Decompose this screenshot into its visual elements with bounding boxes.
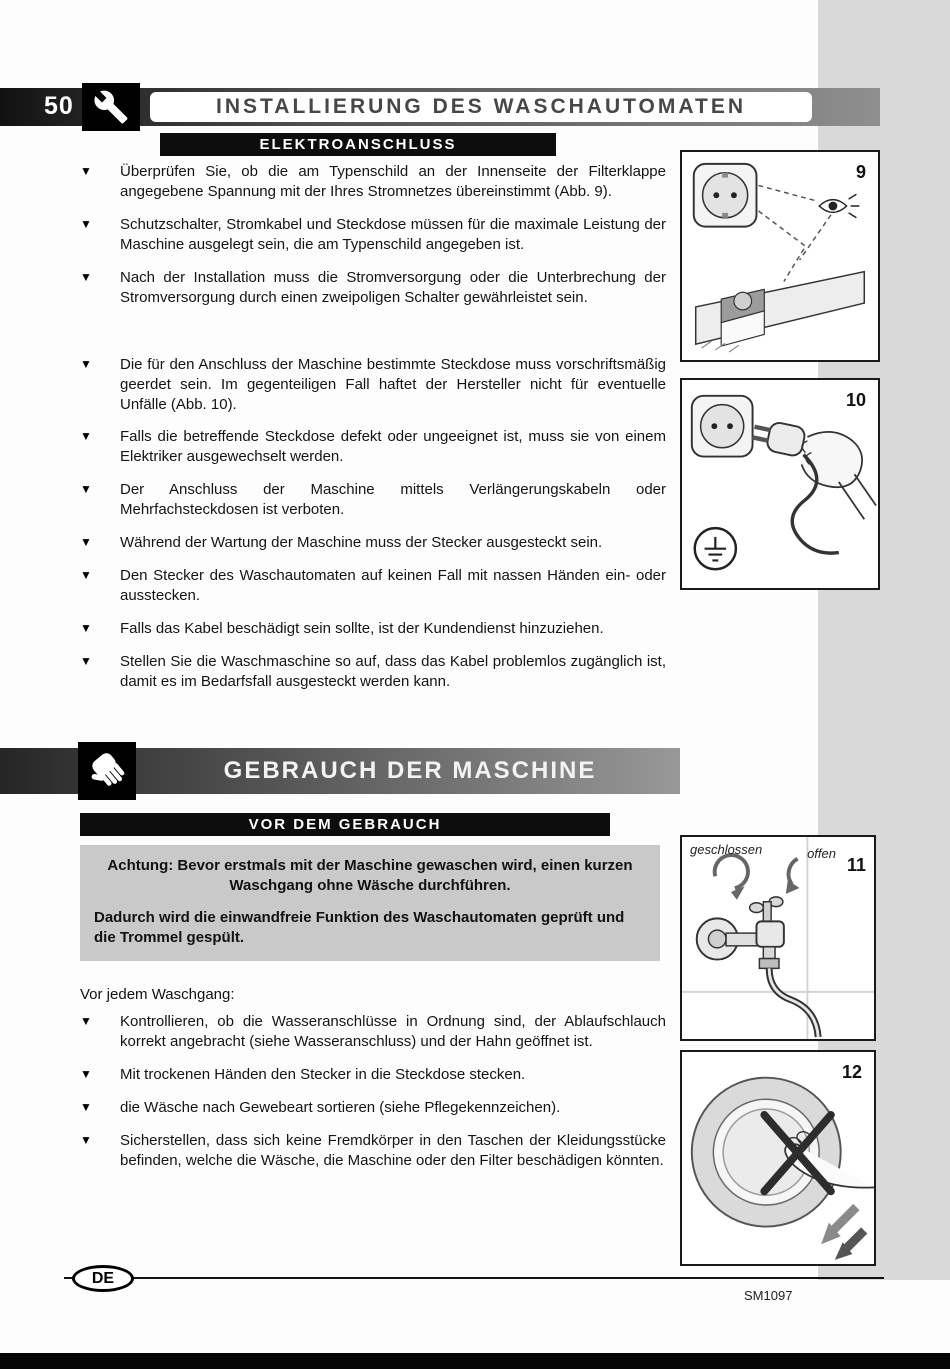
attention-text-1: Achtung: Bevor erstmals mit der Maschine gewaschen wird, einen kurzen Waschgang ohne Wäsche durchführen. — [107, 857, 633, 895]
filter-flap-drawing — [696, 272, 865, 352]
figure-12 — [680, 1050, 876, 1266]
bullet-triangle-icon: ▼ — [80, 535, 92, 550]
bullet-triangle-icon: ▼ — [80, 653, 92, 668]
figure10-illustration — [682, 380, 878, 588]
tap-open-label: offen — [807, 846, 836, 861]
section2-intro: Vor jedem Waschgang: — [80, 986, 235, 1003]
instruction-text: Überprüfen Sie, ob die am Typenschild an der Innenseite der Filterklappe angegebene Spannung mit der Ihres Stromnetzes übereinstimmt (Abb. 9). — [120, 163, 666, 200]
section1-bullet-list — [80, 162, 666, 705]
section1-subtitle-bar: ELEKTROANSCHLUSS — [160, 133, 556, 156]
section2-bullet-list — [80, 1012, 666, 1184]
bullet-triangle-icon: ▼ — [80, 164, 92, 178]
section2-header-band — [0, 748, 680, 794]
instruction-item — [80, 652, 666, 692]
drum-drawing — [692, 1078, 841, 1227]
instruction-text: Kontrollieren, ob die Wasseranschlüsse in Ordnung sind, der Ablaufschlauch korrekt angebracht (siehe Wasseranschluss) und der Hahn geöffnet ist. — [120, 1013, 666, 1050]
instruction-text: Falls das Kabel beschädigt sein sollte, ist der Kundendienst hinzuziehen. — [120, 620, 604, 637]
instruction-item — [80, 1065, 666, 1085]
figure11-illustration — [682, 837, 874, 1039]
bullet-triangle-icon: ▼ — [80, 621, 92, 635]
instruction-item — [80, 162, 666, 202]
figure-number: 12 — [841, 1062, 862, 1082]
instruction-text: Während der Wartung der Maschine muss der Stecker ausgesteckt sein. — [120, 534, 603, 552]
instruction-text: Schutzschalter, Stromkabel und Steckdose müssen für die maximale Leistung der Maschine ausgelegt sein, die am Typenschild angegeben ist. — [120, 215, 666, 253]
wrench-icon — [82, 83, 140, 131]
page-number: 50 — [44, 92, 74, 120]
instruction-text: Die für den Anschluss der Maschine bestimmte Steckdose muss vorschriftsmäßig geerdet sein. Im gegenteiligen Fall haftet der Hersteller nicht für eventuelle Unfälle (Abb. 10). — [120, 355, 666, 413]
plug-drawing — [750, 418, 806, 457]
hand-drawing — [802, 432, 876, 519]
figure12-illustration — [682, 1052, 874, 1264]
instruction-text: Sicherstellen, dass sich keine Fremdkörper in den Taschen der Kleidungsstücke befinden, welche die Wäsche, die Maschine oder den Filter beschädigen könnten. — [120, 1131, 666, 1169]
section1-header-band — [0, 88, 880, 126]
bullet-triangle-icon: ▼ — [80, 1099, 92, 1114]
instruction-text: Nach der Installation muss die Stromversorgung oder die Unterbrechung der Stromversorgung durch einen zweipoligen Schalter gewährleistet sein. — [120, 268, 666, 306]
instruction-text: die Wäsche nach Gewebeart sortieren (siehe Pflegekennzeichen). — [120, 1098, 561, 1116]
instruction-item — [80, 619, 666, 639]
instruction-item — [80, 268, 666, 308]
instruction-text: Falls die betreffende Steckdose defekt oder ungeeignet ist, muss sie von einem Elektriker ausgewechselt werden. — [120, 428, 666, 466]
instruction-item — [80, 1131, 666, 1171]
instruction-item — [80, 355, 666, 415]
bullet-triangle-icon: ▼ — [80, 568, 92, 583]
outlet-drawing — [692, 396, 753, 457]
document-code: SM1097 — [744, 1288, 793, 1303]
hose-drawing — [769, 968, 818, 1037]
figure-number: 10 — [845, 390, 866, 410]
bullet-triangle-icon: ▼ — [80, 356, 92, 371]
outlet-drawing — [694, 164, 757, 227]
bullet-triangle-icon: ▼ — [80, 216, 92, 231]
instruction-item — [80, 1012, 666, 1052]
instruction-item — [80, 533, 666, 553]
language-badge: DE — [72, 1265, 134, 1292]
instruction-item — [80, 480, 666, 520]
direction-arrows — [821, 1207, 864, 1260]
figure-10 — [680, 378, 880, 590]
instruction-text: Den Stecker des Waschautomaten auf keinen Fall mit nassen Händen ein- oder ausstecken. — [120, 567, 666, 605]
bullet-triangle-icon: ▼ — [80, 482, 92, 497]
instruction-item — [80, 566, 666, 606]
hand-icon — [78, 742, 136, 800]
section2-subtitle-bar: VOR DEM GEBRAUCH — [80, 813, 610, 836]
bullet-triangle-icon: ▼ — [80, 1132, 92, 1147]
bullet-triangle-icon: ▼ — [80, 429, 92, 444]
water-tap-drawing — [697, 897, 784, 969]
tap-closed-label: geschlossen — [690, 842, 763, 857]
attention-box — [80, 845, 660, 961]
eye-icon — [819, 194, 859, 218]
ground-icon — [695, 528, 736, 569]
bullet-triangle-icon: ▼ — [80, 1014, 92, 1028]
bullet-triangle-icon: ▼ — [80, 1066, 92, 1081]
rotation-arrows — [715, 855, 800, 900]
instruction-item — [80, 427, 666, 467]
instruction-item — [80, 215, 666, 255]
figure-number: 9 — [855, 162, 866, 182]
bullet-triangle-icon: ▼ — [80, 269, 92, 284]
instruction-text: Mit trockenen Händen den Stecker in die Steckdose stecken. — [120, 1065, 526, 1083]
figure-9 — [680, 150, 880, 362]
figure-11 — [680, 835, 876, 1041]
section1-title: INSTALLIERUNG DES WASCHAUTOMATEN — [150, 92, 812, 122]
bottom-black-bar — [0, 1353, 950, 1369]
figure-number: 11 — [846, 855, 866, 875]
figure9-illustration — [682, 152, 878, 360]
section2-title: GEBRAUCH DER MASCHINE — [223, 757, 597, 784]
instruction-text: Der Anschluss der Maschine mittels Verlängerungskabeln oder Mehrfachsteckdosen ist verboten. — [120, 481, 666, 519]
footer-divider — [64, 1277, 884, 1279]
instruction-item — [80, 1098, 666, 1118]
attention-text-2: Dadurch wird die einwandfreie Funktion des Waschautomaten geprüft und die Trommel gespült. — [94, 908, 625, 946]
instruction-text: Stellen Sie die Waschmaschine so auf, dass das Kabel problemlos zugänglich ist, damit es im Bedarfsfall ausgesteckt werden kann. — [120, 652, 666, 690]
